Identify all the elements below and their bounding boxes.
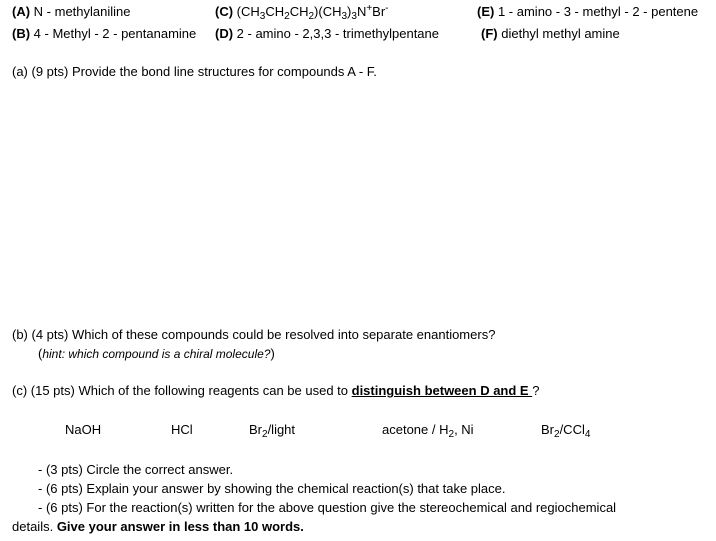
compound-c-formula: $(CH_3CH_2CH_2)(CH_3)_3N^+Br^-$ — [236, 3, 389, 22]
compound-a-label: (A) — [12, 4, 31, 19]
word-limit: Give your answer in less than 10 words. — [56, 519, 304, 534]
compound-e-name: 1 - amino - 3 - methyl - 2 - pentene — [497, 4, 699, 19]
part-b-question: (b) (4 pts) Which of these compounds could be resolved into separate enantiomers? — [12, 327, 496, 342]
instruction-2: - (6 pts) Explain your answer by showing the chemical reaction(s) that take place. — [38, 481, 506, 496]
reagent-naoh[interactable]: NaOH — [65, 422, 102, 437]
compound-e — [477, 4, 698, 20]
compound-e-label: (E) — [477, 4, 495, 19]
reagent-acetone-h2-ni[interactable]: acetone / $H_2$, Ni — [382, 422, 474, 440]
compound-d-label: (D) — [215, 26, 234, 41]
instruction-3-continued: details. Give your answer in less than 10 words. — [12, 519, 304, 534]
part-a-question: (a) (9 pts) Provide the bond line structures for compounds A - F. — [12, 64, 377, 79]
compound-f-label: (F) — [481, 26, 498, 41]
compound-f-name: diethyl methyl amine — [501, 26, 620, 41]
instruction-1: - (3 pts) Circle the correct answer. — [38, 462, 234, 477]
reagent-hcl[interactable]: HCl — [171, 422, 193, 437]
compound-c-label: (C) — [215, 4, 234, 19]
part-b-hint: (hint: which compound is a chiral molecule?) — [38, 346, 275, 361]
part-c-question: (c) (15 pts) Which of the following reagents can be used to distinguish between D and E ? — [12, 383, 540, 398]
hint-text: hint: which compound is a chiral molecule? — [42, 347, 271, 361]
compound-f — [481, 26, 620, 42]
compound-d — [215, 26, 439, 42]
compound-a-name: N - methylaniline — [33, 4, 131, 19]
part-c-emphasis: distinguish between D and E — [351, 383, 533, 398]
compound-b — [12, 26, 196, 42]
compound-b-name: 4 - Methyl - 2 - pentanamine — [33, 26, 197, 41]
compound-a — [12, 4, 131, 20]
instruction-3: - (6 pts) For the reaction(s) written for the above question give the stereochemical and regiochemical — [38, 500, 617, 515]
reagent-br2-ccl4[interactable]: $Br_2/CCl_4$ — [541, 422, 591, 440]
compound-b-label: (B) — [12, 26, 31, 41]
reagent-br2-light[interactable]: $Br_2$/light — [249, 422, 296, 440]
compound-c — [215, 4, 389, 20]
compound-d-name: 2 - amino - 2,3,3 - trimethylpentane — [236, 26, 439, 41]
